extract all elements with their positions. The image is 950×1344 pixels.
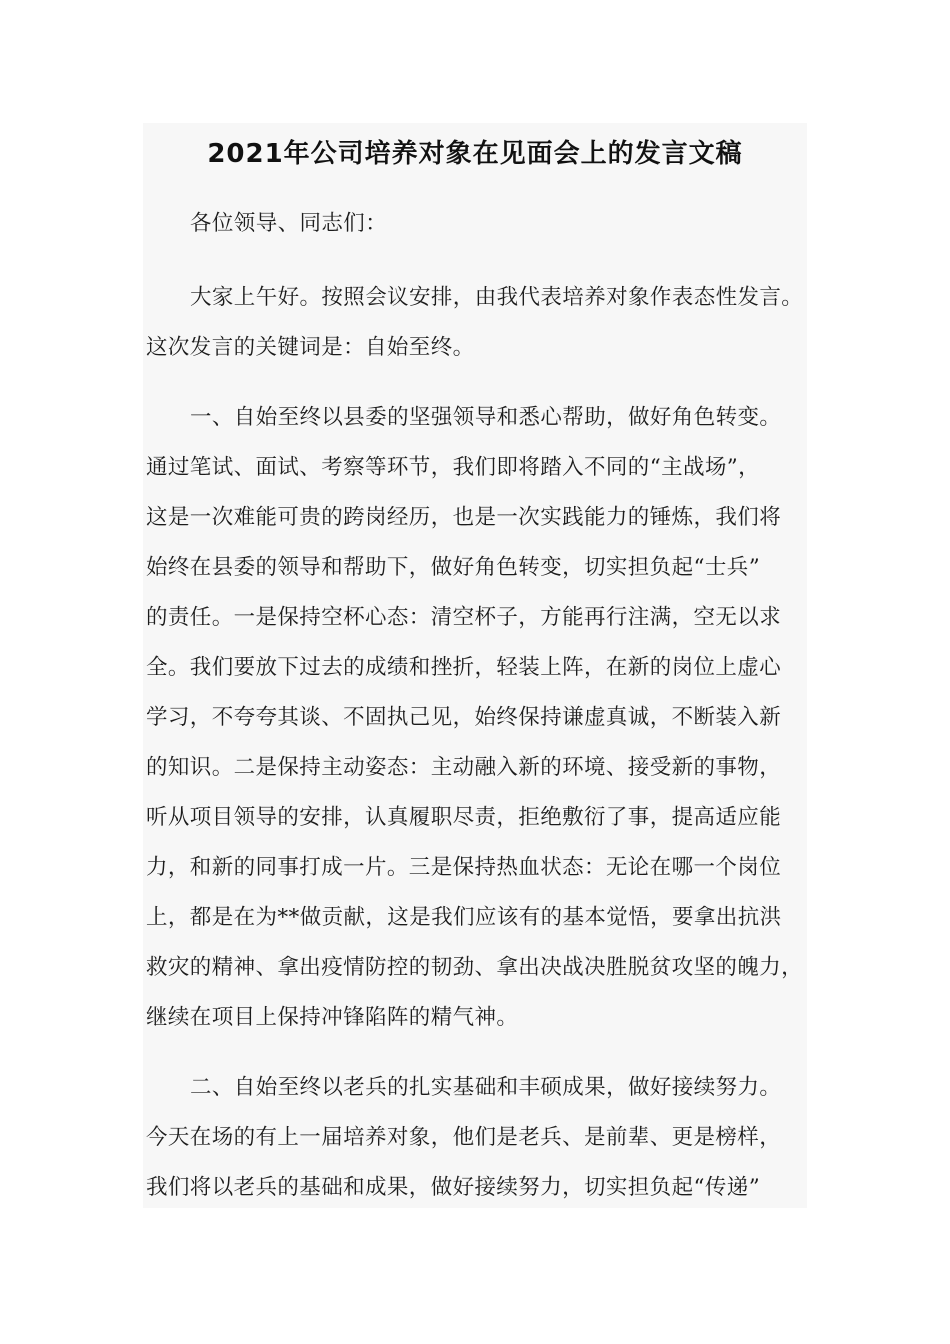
paragraph-line: 继续在项目上保持冲锋陷阵的精气神。 bbox=[146, 1005, 519, 1030]
paragraph-line: 大家上午好。按照会议安排，由我代表培养对象作表态性发言。 bbox=[190, 285, 804, 310]
greeting: 各位领导、同志们： bbox=[190, 211, 388, 236]
section-heading: 一、自始至终以县委的坚强领导和悉心帮助，做好角色转变。 bbox=[190, 405, 782, 430]
paragraph-line: 学习，不夸夸其谈、不固执己见，始终保持谦虚真诚，不断装入新 bbox=[146, 705, 782, 730]
paragraph-line: 上，都是在为**做贡献，这是我们应该有的基本觉悟，要拿出抗洪 bbox=[146, 905, 782, 930]
paragraph-line: 听从项目领导的安排，认真履职尽责，拒绝敷衍了事，提高适应能 bbox=[146, 805, 782, 830]
paragraph-line: 始终在县委的领导和帮助下，做好角色转变，切实担负起“士兵” bbox=[146, 555, 761, 580]
paragraph-line: 今天在场的有上一届培养对象，他们是老兵、是前辈、更是榜样， bbox=[146, 1125, 782, 1150]
paragraph-line: 我们将以老兵的基础和成果，做好接续努力，切实担负起“传递” bbox=[146, 1175, 761, 1200]
document-title: 2021年公司培养对象在见面会上的发言文稿 bbox=[207, 139, 743, 169]
paragraph-line: 的责任。一是保持空杯心态：清空杯子，方能再行注满，空无以求 bbox=[146, 605, 782, 630]
paragraph-line: 全。我们要放下过去的成绩和挫折，轻装上阵，在新的岗位上虚心 bbox=[146, 655, 782, 680]
paragraph-line: 救灾的精神、拿出疫情防控的韧劲、拿出决战决胜脱贫攻坚的魄力， bbox=[146, 955, 804, 980]
paragraph-line: 的知识。二是保持主动姿态：主动融入新的环境、接受新的事物， bbox=[146, 755, 782, 780]
paragraph-line: 通过笔试、面试、考察等环节，我们即将踏入不同的“主战场”， bbox=[146, 455, 761, 480]
paragraph-line: 力，和新的同事打成一片。三是保持热血状态：无论在哪一个岗位 bbox=[146, 855, 782, 880]
section-heading: 二、自始至终以老兵的扎实基础和丰硕成果，做好接续努力。 bbox=[190, 1075, 782, 1100]
paragraph-line: 这是一次难能可贵的跨岗经历，也是一次实践能力的锤炼，我们将 bbox=[146, 505, 782, 530]
paragraph-line: 这次发言的关键词是：自始至终。 bbox=[146, 335, 475, 360]
